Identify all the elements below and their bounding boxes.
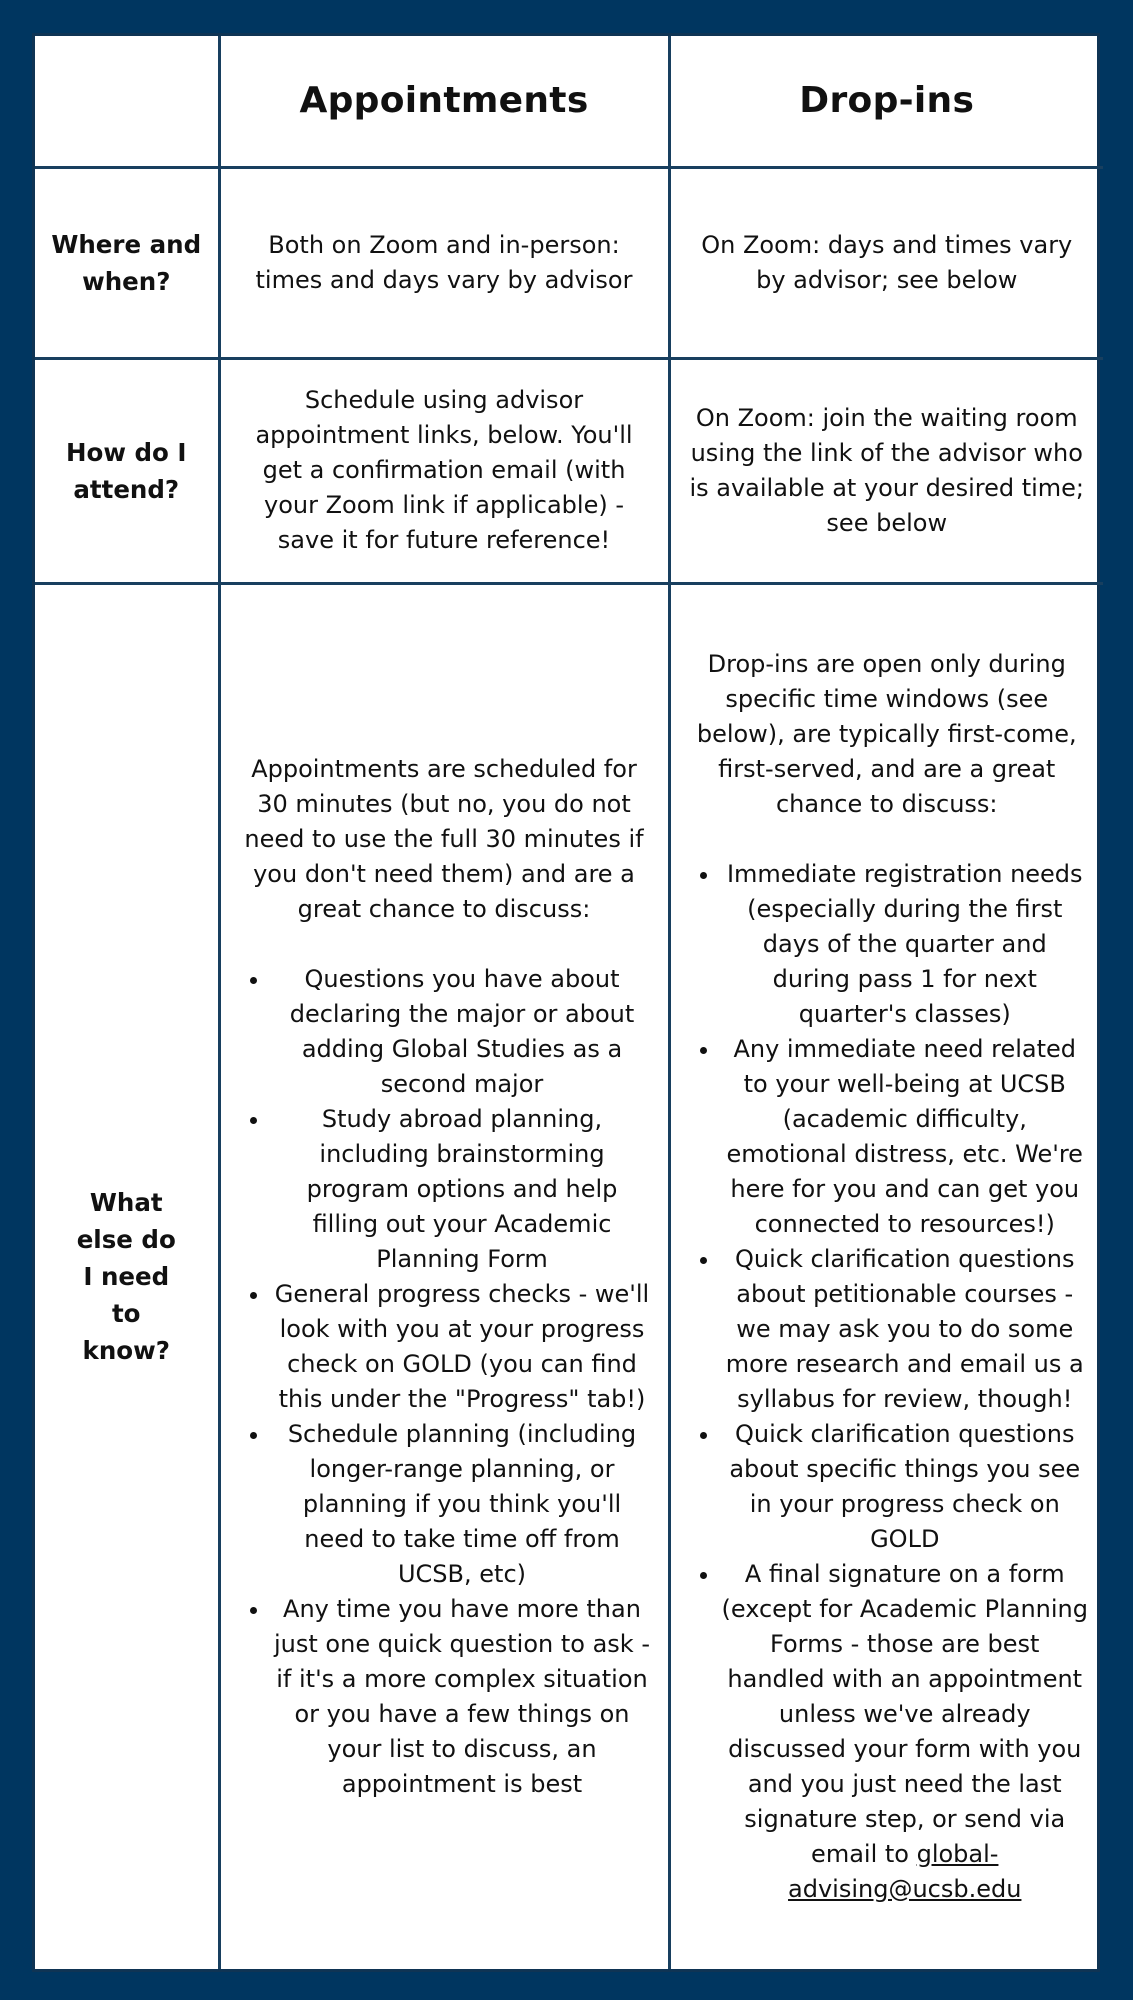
column-header-dropins: Drop-ins (669, 36, 1103, 167)
advising-email-link[interactable]: global-advising@ucsb.edu (788, 1839, 1022, 1903)
row-header-what-else: What else do I need to know? (35, 583, 219, 1969)
cell-appointments-where-when: Both on Zoom and in-person: times and days vary by advisor (219, 167, 669, 358)
cell-dropins-how-attend: On Zoom: join the waiting room using the link of the advisor who is available at your desired time; see below (669, 358, 1103, 583)
header-row (35, 36, 1103, 167)
list-item: • Any time you have more than just one quick question to ask - if it's a more complex situation or you have a few things on your list to discuss, an appointment is best (271, 1592, 654, 1802)
list-item: • Immediate registration needs (especially during the first days of the quarter and during pass 1 for next quarter's classes) (721, 857, 1090, 1032)
row-header-where-when: Where and when? (35, 167, 219, 358)
list-item: • Quick clarification questions about petitionable courses - we may ask you to do some more research and email us a syllabus for review, though! (721, 1242, 1090, 1417)
list-item: • Quick clarification questions about specific things you see in your progress check on GOLD (721, 1417, 1090, 1557)
final-signature-text: A final signature on a form (except for Academic Planning Forms - those are best handled with an appointment unless we've already discussed your form with you and you just need the last signature step, or send via email to (721, 1559, 1088, 1868)
corner-cell (35, 36, 219, 167)
cell-appointments-what-else (219, 583, 669, 1969)
table-row (35, 358, 1103, 583)
dropins-intro: Drop-ins are open only during specific time windows (see below), are typically first-come, first-served, and are a great chance to discuss: (696, 649, 1077, 818)
list-item (721, 1557, 1090, 1907)
table-row (35, 583, 1103, 1969)
comparison-table-frame (32, 33, 1100, 1972)
column-header-appointments: Appointments (219, 36, 669, 167)
comparison-table (35, 36, 1103, 1969)
list-item: • Study abroad planning, including brainstorming program options and help filling out your Academic Planning Form (271, 1102, 654, 1277)
list-item: • Schedule planning (including longer-range planning, or planning if you think you'll need to take time off from UCSB, etc) (271, 1417, 654, 1592)
cell-appointments-how-attend: Schedule using advisor appointment links, below. You'll get a confirmation email (with your Zoom link if applicable) - save it for future reference! (219, 358, 669, 583)
cell-dropins-what-else (669, 583, 1103, 1969)
list-item: • Questions you have about declaring the major or about adding Global Studies as a second major (271, 962, 654, 1102)
list-item: • General progress checks - we'll look with you at your progress check on GOLD (you can find this under the "Progress" tab!) (271, 1277, 654, 1417)
appointments-intro: Appointments are scheduled for 30 minutes (but no, you do not need to use the full 30 minutes if you don't need them) and are a great chance to discuss: (244, 754, 644, 923)
cell-dropins-where-when: On Zoom: days and times vary by advisor; see below (669, 167, 1103, 358)
row-header-how-attend: How do I attend? (35, 358, 219, 583)
appointments-bullet-list (235, 962, 654, 1802)
list-item: • Any immediate need related to your well-being at UCSB (academic difficulty, emotional distress, etc. We're here for you and can get you connected to resources!) (721, 1032, 1090, 1242)
dropins-bullet-list (685, 857, 1090, 1907)
table-row (35, 167, 1103, 358)
